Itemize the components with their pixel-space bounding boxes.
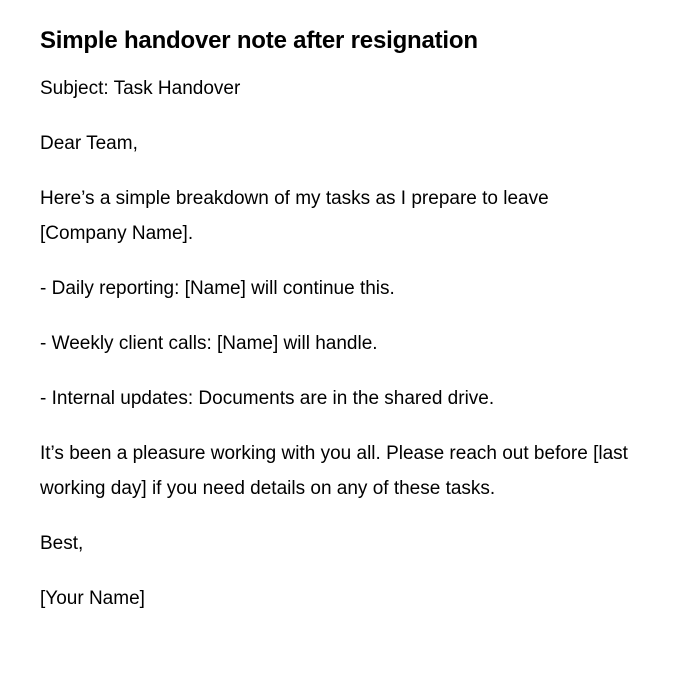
task-item-internal-updates: - Internal updates: Documents are in the shared drive. (40, 388, 495, 409)
subject-line: Subject: Task Handover (40, 78, 241, 99)
intro-paragraph: Here’s a simple breakdown of my tasks as I prepare to leave [Company Name]. (40, 188, 549, 244)
task-item-daily-reporting: - Daily reporting: [Name] will continue this. (40, 278, 395, 299)
closing-paragraph: It’s been a pleasure working with you all. Please reach out before [last working day] if you need details on any of these tasks. (40, 443, 628, 499)
greeting: Dear Team, (40, 133, 138, 154)
sign-off: Best, (40, 533, 84, 554)
task-item-weekly-client-calls: - Weekly client calls: [Name] will handle. (40, 333, 378, 354)
signature: [Your Name] (40, 588, 145, 609)
page-title: Simple handover note after resignation (40, 27, 478, 54)
